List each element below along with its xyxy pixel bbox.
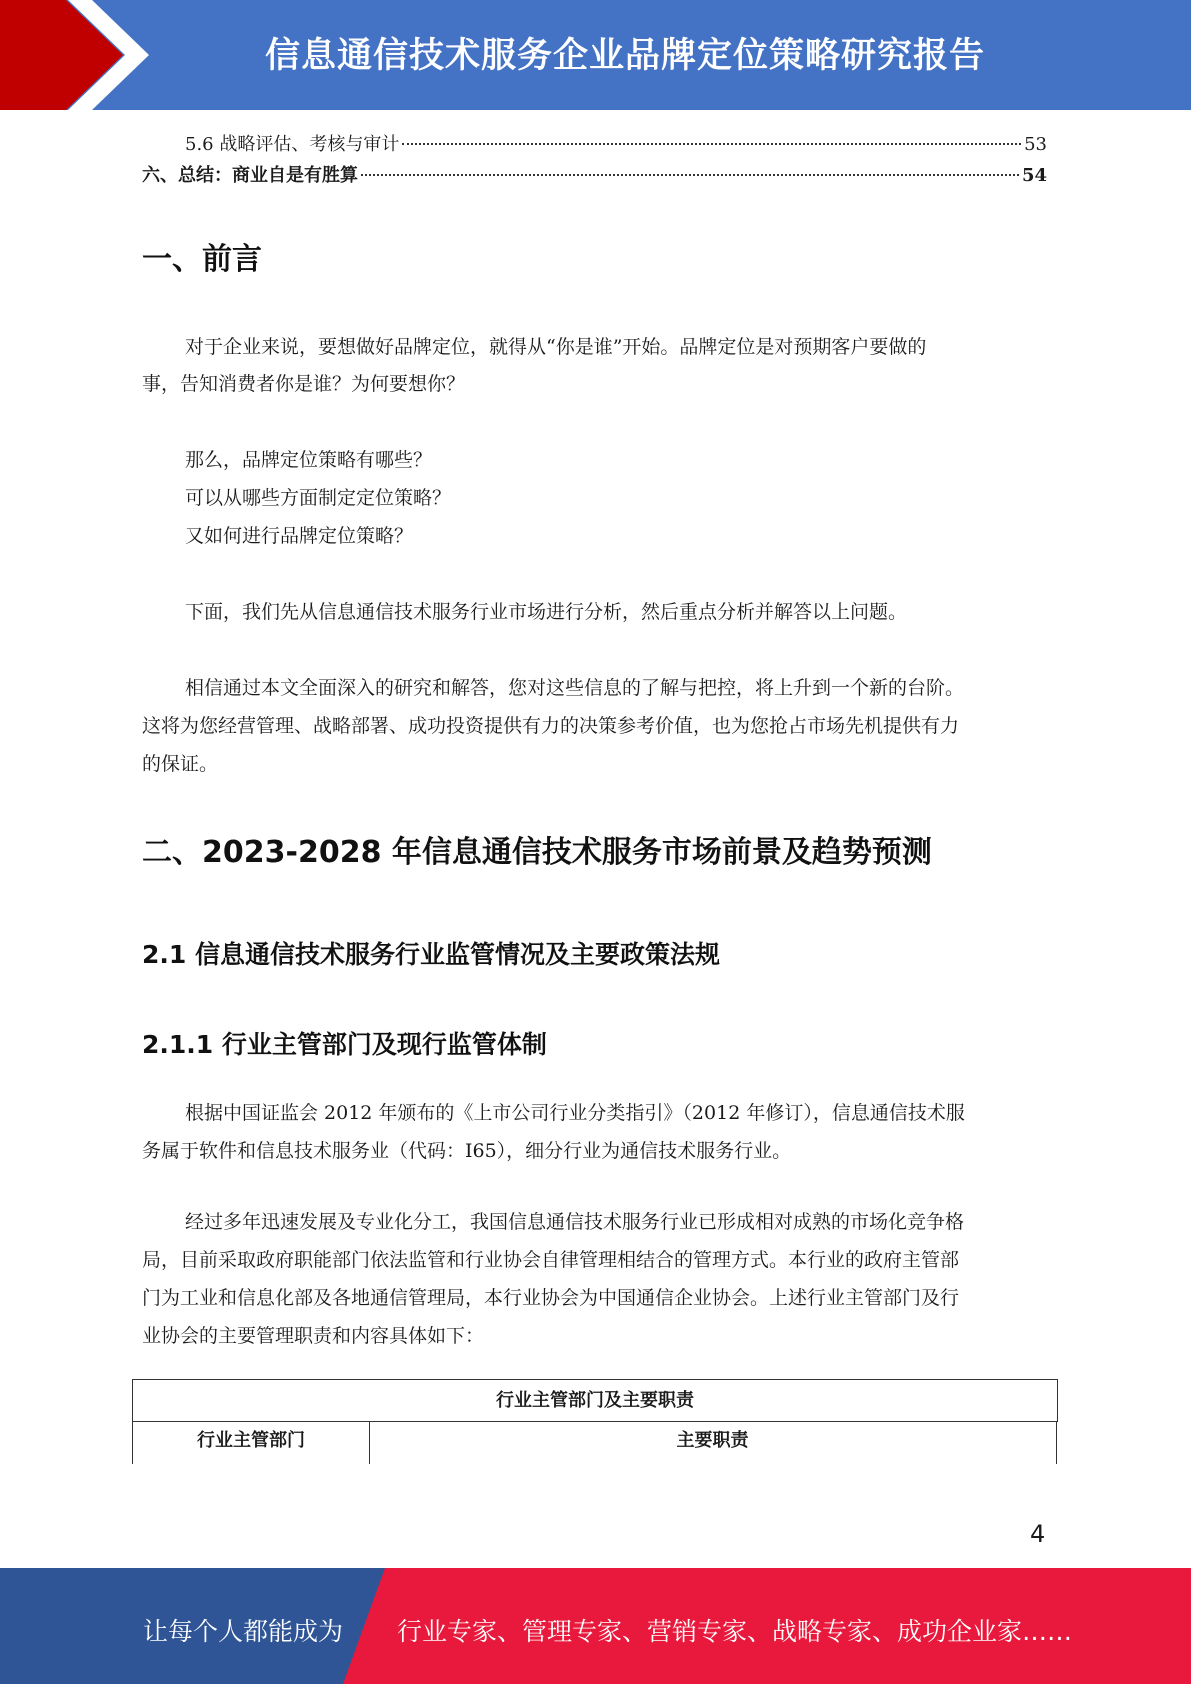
page-header: [0, 0, 1191, 110]
question-line: 又如何进行品牌定位策略？: [185, 525, 414, 547]
toc-entry-label: 5.6 战略评估、考核与审计: [185, 134, 400, 155]
page-number: 4: [1030, 1520, 1046, 1548]
toc-entry-page: 54: [1021, 165, 1047, 186]
paragraph-line: 业协会的主要管理职责和内容具体如下：: [142, 1325, 485, 1347]
subsection-heading: 2.1 信息通信技术服务行业监管情况及主要政策法规: [142, 940, 720, 969]
paragraph-line: 对于企业来说，要想做好品牌定位，就得从“你是谁”开始。品牌定位是对预期客户要做的: [185, 336, 927, 358]
question-line: 可以从哪些方面制定定位策略？: [185, 487, 452, 509]
section-heading: 二、2023-2028 年信息通信技术服务市场前景及趋势预测: [142, 835, 932, 870]
toc-leader-dots: [402, 143, 1021, 145]
report-title: 信息通信技术服务企业品牌定位策略研究报告: [264, 36, 985, 76]
page-footer: [0, 1568, 1191, 1684]
paragraph-line: 务属于软件和信息技术服务业（代码：I65），细分行业为通信技术服务行业。: [142, 1140, 792, 1162]
footer-slogan-left: 让每个人都能成为: [143, 1617, 344, 1646]
toc-entry-label: 六、总结：商业自是有胜算: [142, 165, 358, 186]
subsection-heading: 2.1.1 行业主管部门及现行监管体制: [142, 1030, 547, 1059]
table-header-department: 行业主管部门: [132, 1421, 370, 1464]
paragraph-line: 根据中国证监会 2012 年颁布的《上市公司行业分类指引》（2012 年修订），信息通信技术服: [185, 1102, 965, 1124]
table-caption: 行业主管部门及主要职责: [132, 1379, 1058, 1422]
paragraph-line: 这将为您经营管理、战略部署、成功投资提供有力的决策参考价值，也为您抢占市场先机提供有力: [142, 715, 960, 737]
responsibilities-table: [132, 1379, 1058, 1464]
paragraph-line: 经过多年迅速发展及专业化分工，我国信息通信技术服务行业已形成相对成熟的市场化竞争格: [185, 1211, 965, 1233]
question-line: 那么，品牌定位策略有哪些？: [185, 449, 433, 471]
footer-slogan-right: 行业专家、管理专家、营销专家、战略专家、成功企业家……: [397, 1617, 1073, 1646]
table-header-responsibilities: 主要职责: [369, 1421, 1057, 1464]
paragraph-line: 局，目前采取政府职能部门依法监管和行业协会自律管理相结合的管理方式。本行业的政府主管部: [142, 1249, 960, 1271]
paragraph-line: 下面，我们先从信息通信技术服务行业市场进行分析，然后重点分析并解答以上问题。: [185, 601, 908, 623]
paragraph-line: 的保证。: [142, 753, 219, 775]
section-heading: 一、前言: [142, 242, 262, 277]
paragraph-line: 事，告知消费者你是谁？为何要想你？: [142, 373, 466, 395]
toc-entry[interactable]: [185, 130, 1047, 158]
toc-entry-page: 53: [1024, 134, 1047, 155]
toc-entry[interactable]: [142, 161, 1047, 189]
paragraph-line: 门为工业和信息化部及各地通信管理局，本行业协会为中国通信企业协会。上述行业主管部门及行: [142, 1287, 960, 1309]
paragraph-line: 相信通过本文全面深入的研究和解答，您对这些信息的了解与把控，将上升到一个新的台阶。: [185, 677, 965, 699]
toc-leader-dots: [361, 174, 1019, 176]
